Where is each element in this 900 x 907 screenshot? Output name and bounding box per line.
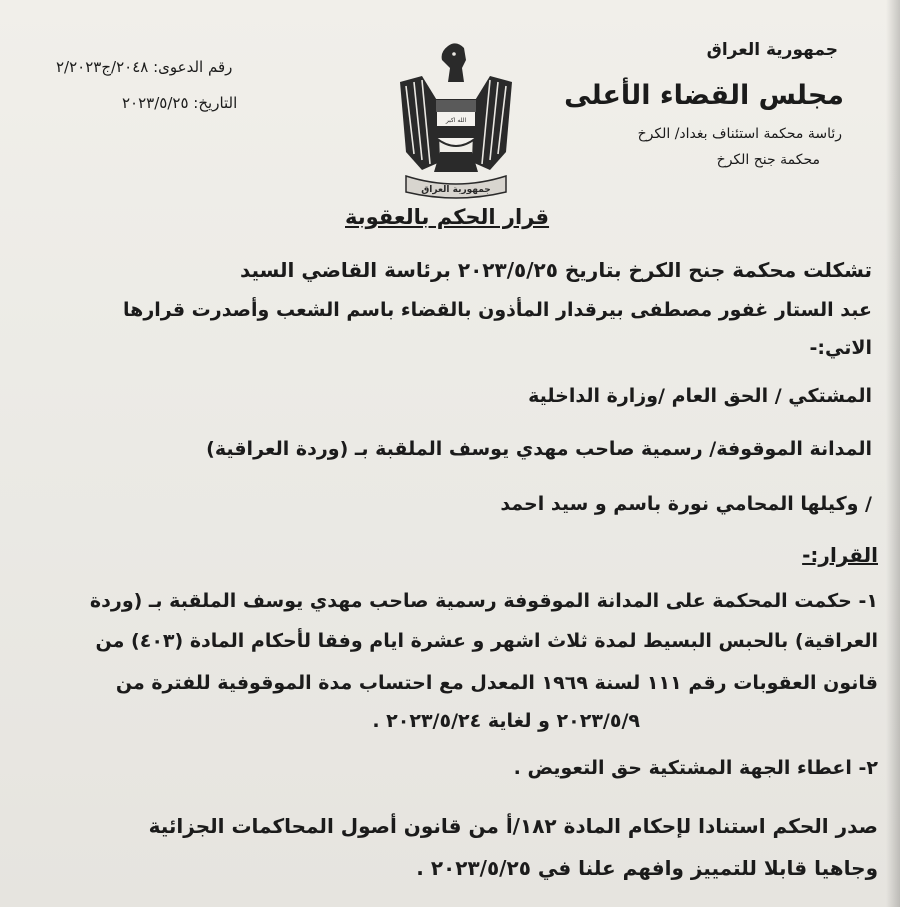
accused-line: المدانة الموقوفة/ رسمية صاحب مهدي يوسف الملقبة بـ (وردة العراقية) xyxy=(206,438,872,460)
page-edge-shadow xyxy=(886,0,900,907)
decision-item-1-line-4: ٢٠٢٣/٥/٩ و لغاية ٢٠٢٣/٥/٢٤ . xyxy=(372,710,640,732)
verdict-line-1: صدر الحكم استنادا لإحكام المادة ١٨٢/أ من قانون أصول المحاكمات الجزائية xyxy=(148,814,878,838)
document-title: قرار الحكم بالعقوبة xyxy=(345,205,550,229)
intro-line-1: تشكلت محكمة جنح الكرخ بتاريخ ٢٠٢٣/٥/٢٥ برئاسة القاضي السيد xyxy=(239,258,872,282)
decision-item-1-line-1: ١- حكمت المحكمة على المدانة الموقوفة رسمية صاحب مهدي يوسف الملقبة بـ (وردة xyxy=(89,590,878,612)
country-name: جمهورية العراق xyxy=(706,40,838,60)
decision-item-1-line-3: قانون العقوبات رقم ١١١ لسنة ١٩٦٩ المعدل مع احتساب مدة الموقوفية للفترة من xyxy=(115,672,878,694)
intro-line-3: الاتي:- xyxy=(809,337,872,359)
complainant-line: المشتكي / الحق العام /وزارة الداخلية xyxy=(528,385,872,407)
court-name: محكمة جنح الكرخ xyxy=(716,152,820,168)
emblem-motto: الله اكبر xyxy=(445,117,467,124)
lawyer-line: / وكيلها المحامي نورة باسم و سيد احمد xyxy=(500,493,872,515)
council-name: مجلس القضاء الأعلى xyxy=(564,80,844,111)
verdict-line-2: وجاهيا قابلا للتمييز وافهم علنا في ٢٠٢٣/٥/٢٥ . xyxy=(416,856,878,880)
case-number: رقم الدعوى: ٢٠٤٨/ج٢/٢٠٢٣ xyxy=(56,58,233,76)
decision-heading: القرار:- xyxy=(802,543,878,567)
intro-line-2: عبد الستار غفور مصطفى بيرقدار المأذون بالقضاء باسم الشعب وأصدرت قرارها xyxy=(123,299,872,321)
emblem-ribbon: جمهورية العراق xyxy=(421,185,491,195)
decision-item-2: ٢- اعطاء الجهة المشتكية حق التعويض . xyxy=(513,757,878,779)
case-date: التاريخ: ٢٠٢٣/٥/٢٥ xyxy=(122,94,238,112)
iraq-eagle-emblem xyxy=(392,42,520,202)
decision-item-1-line-2: العراقية) بالحبس البسيط لمدة ثلاث اشهر و عشرة ايام وفقا لأحكام المادة (٤٠٣) من xyxy=(95,630,878,652)
court-presidency: رئاسة محكمة استئناف بغداد/ الكرخ xyxy=(637,126,842,142)
